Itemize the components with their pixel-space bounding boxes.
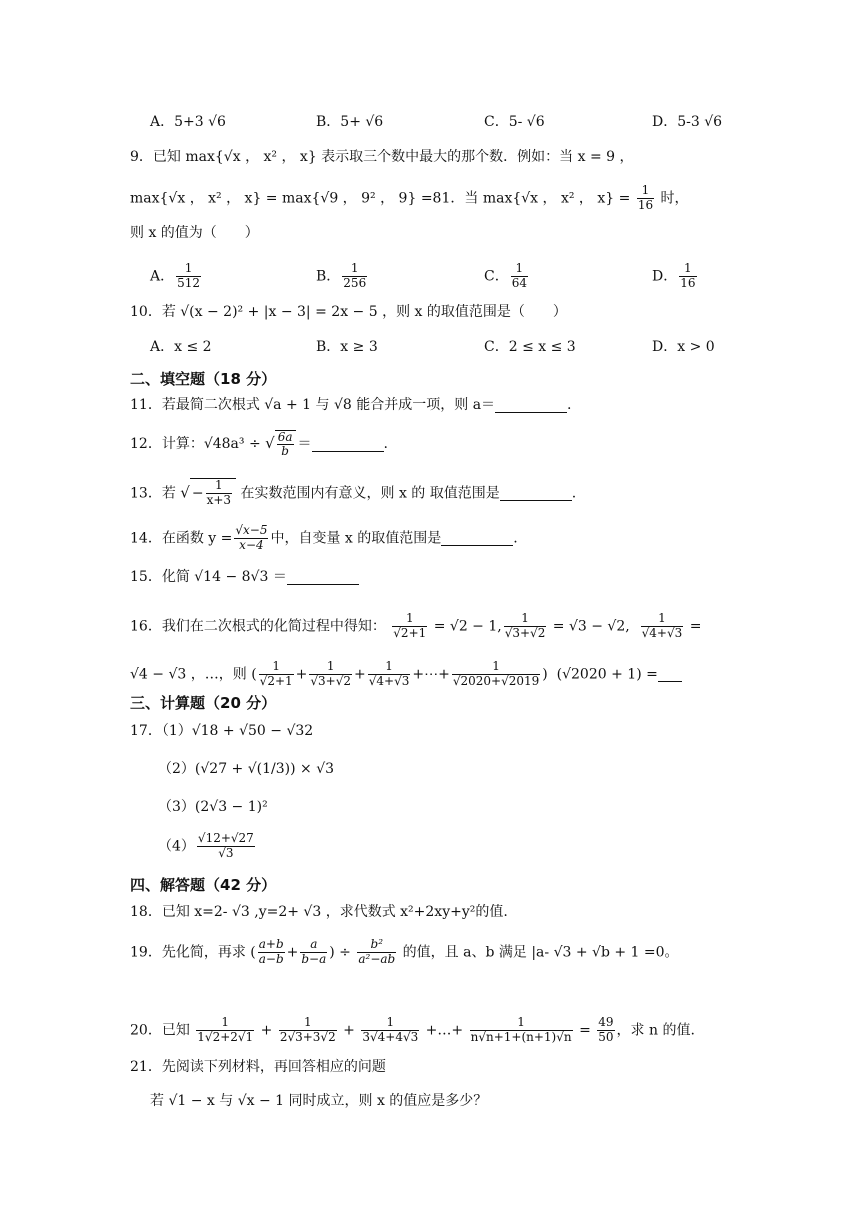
frac-denominator: x+3 (206, 492, 232, 507)
q9-option-d (652, 262, 699, 291)
frac-denominator: 50 (598, 1029, 614, 1044)
q17-part3: （3）(2√3 − 1)² (158, 799, 268, 815)
frac-numerator: 1 (679, 262, 696, 277)
answer-blank (658, 667, 682, 682)
q8-option-b: B．5+ √6 (316, 114, 384, 130)
q10-option-a: A．x ≤ 2 (150, 339, 212, 355)
frac-numerator: √12+√27 (197, 831, 254, 845)
q9-option-a (150, 262, 203, 291)
answer-blank (287, 570, 359, 585)
q9-line2 (130, 184, 689, 213)
answer-blank (500, 486, 572, 501)
q14-text: 14．在函数 y = (130, 530, 233, 547)
q9-line1-text: 已知 max{√x ， x² ， x} 表示取三个数中最大的那个数．例如：当 x = 9 ， (152, 149, 634, 165)
frac-numerator: 1 (176, 262, 201, 277)
frac-denominator: x−4 (239, 537, 264, 552)
frac-denominator: b (281, 444, 289, 459)
q14: 14．在函数 y = $\frac{√x-5}{x-4}$ 中，自变量 x 的取值范围是 . (130, 523, 518, 552)
q12-equals: ＝ (297, 436, 312, 453)
q9-line2-text: max{√x ， x² ， x} = max{√9 ， 9² ， 9} =81．当 max{√x ， x² ， x} = (130, 190, 631, 207)
q9-line2-suffix: 时， (660, 190, 689, 207)
frac-numerator: 49 (598, 1015, 614, 1029)
q20: 20．已知 $\frac{1}{1√2+2√1}$ + $\frac{1}{2√3+3√2}$ + $\frac{1}{3√4+4√3}$ +…+ $\frac{1}{n√n+1+(n+1)√n}$ = $\frac{49}{50}$ ，求 n 的值. (130, 1015, 695, 1044)
q19-text: 19．先化简，再求 (130, 944, 246, 961)
q9-frac-denominator: 16 (637, 197, 654, 212)
option-label: D． (652, 268, 678, 285)
q8-option-d: D．5-3 √6 (652, 114, 723, 130)
answer-blank (441, 531, 513, 546)
option-label: A． (150, 268, 175, 285)
section-heading-calculation: 三、计算题（20 分） (130, 694, 277, 712)
q21: 21．先阅读下列材料，再回答相应的问题 (130, 1059, 386, 1075)
q13-text-2: 在实数范围内有意义，则 x 的 取值范围是 (240, 485, 500, 502)
frac-numerator: 1 (206, 479, 232, 494)
frac-numerator: 1 (511, 262, 528, 277)
frac-denominator: 16 (680, 275, 696, 290)
q8-option-c: C．5- √6 (484, 114, 545, 130)
q17-part2: （2）(√27 + √(1/3)) × √3 (158, 761, 335, 777)
q16-text: 16．我们在二次根式的化简过程中得知： (130, 618, 386, 635)
q15 (130, 570, 359, 585)
q13-text: 13．若 (130, 485, 176, 502)
option-label: B． (316, 268, 341, 285)
q10-question: 10．若 √(x − 2)² + |x − 3| = 2x − 5 ，则 x 的取值范围是（ ） (130, 304, 567, 320)
q10-option-c: C．2 ≤ x ≤ 3 (484, 339, 576, 355)
section-heading-answer: 四、解答题（42 分） (130, 876, 277, 894)
q9-fraction (637, 184, 654, 213)
q9-number: 9． (130, 149, 153, 165)
q19-text-2: 的值，且 a、b 满足 |a- √3 + √b + 1 =0。 (402, 944, 679, 961)
q16-line2: √4 − √3 ，…，则 ( $\frac{1}{√2+1}$ + $\frac{1}{√3+√2}$ + $\frac{1}{√4+√3}$ +⋯+ $\frac{1}{√2020+√2019}$ ) (√2020 + 1) = (130, 660, 682, 689)
q10-option-d: D．x > 0 (652, 339, 715, 355)
q14-text-2: 中，自变量 x 的取值范围是 (270, 530, 442, 547)
q17-part4 (158, 832, 257, 861)
option-label: C． (484, 268, 509, 285)
q9-line3: 则 x 的值为（ ） (130, 225, 259, 241)
frac-denominator: 64 (511, 275, 527, 290)
frac-denominator: 256 (343, 275, 367, 290)
frac-denominator: √3 (218, 845, 234, 860)
q13: 13．若 √ − $\frac{1}{x+3}$ 在实数范围内有意义，则 x 的 取值范围是 . (130, 478, 577, 507)
q15-text: 15．化简 √14 − 8√3 ＝ (130, 569, 287, 585)
q21-sub: 若 √1 − x 与 √x − 1 同时成立，则 x 的值应是多少？ (150, 1093, 488, 1109)
frac-numerator: √x−5 (235, 523, 268, 537)
q9-line1 (130, 150, 634, 164)
q20-text: 20．已知 (130, 1022, 190, 1039)
frac-numerator: 1 (342, 262, 367, 277)
q9-frac-numerator: 1 (637, 184, 654, 199)
q10-option-b: B．x ≥ 3 (316, 339, 378, 355)
frac-denominator: 512 (177, 275, 201, 290)
part-label: （4） (158, 838, 195, 855)
q11: 11．若最简二次根式 √a + 1 与 √8 能合并成一项，则 a＝ . (130, 397, 572, 413)
q16-text-2: √4 − √3 ，…，则 (130, 666, 247, 683)
q18: 18．已知 x=2- √3 ,y=2+ √3 ，求代数式 x²+2xy+y²的值. (130, 904, 508, 920)
q16-line1: 16．我们在二次根式的化简过程中得知： $\frac{1}{√2+1}$ = √2 − 1, $\frac{1}{√3+√2}$ = √3 − √2, $\frac{1}{√4+√3}$ = (130, 611, 702, 640)
q19: 19．先化简，再求 ( $\frac{a+b}{a-b}$ + $\frac{a}{b-a}$ ) ÷ $\frac{\text{b²}}{\text{a²−ab}}$ 的值，且 a、b 满足 |a- √3 + √b + 1 =0。 (130, 937, 679, 966)
q20-text-2: ，求 n 的值. (616, 1022, 695, 1039)
answer-blank (495, 398, 567, 413)
q8-option-a: A．5+3 √6 (150, 114, 226, 130)
section-heading-fill-in: 二、填空题（18 分） (130, 370, 277, 388)
q17-part1: 17．（1）√18 + √50 − √32 (130, 723, 314, 739)
frac-numerator: 6a (277, 430, 293, 444)
q12: 12．计算：√48a³ ÷ √ $\frac{6a}{b}$ ＝ . (130, 430, 388, 459)
q9-option-b (316, 262, 369, 291)
answer-blank (312, 437, 384, 452)
q12-text: 12．计算：√48a³ ÷ (130, 436, 261, 453)
q9-option-c (484, 262, 530, 291)
q11-text: 11．若最简二次根式 √a + 1 与 √8 能合并成一项，则 a＝ (130, 397, 496, 413)
